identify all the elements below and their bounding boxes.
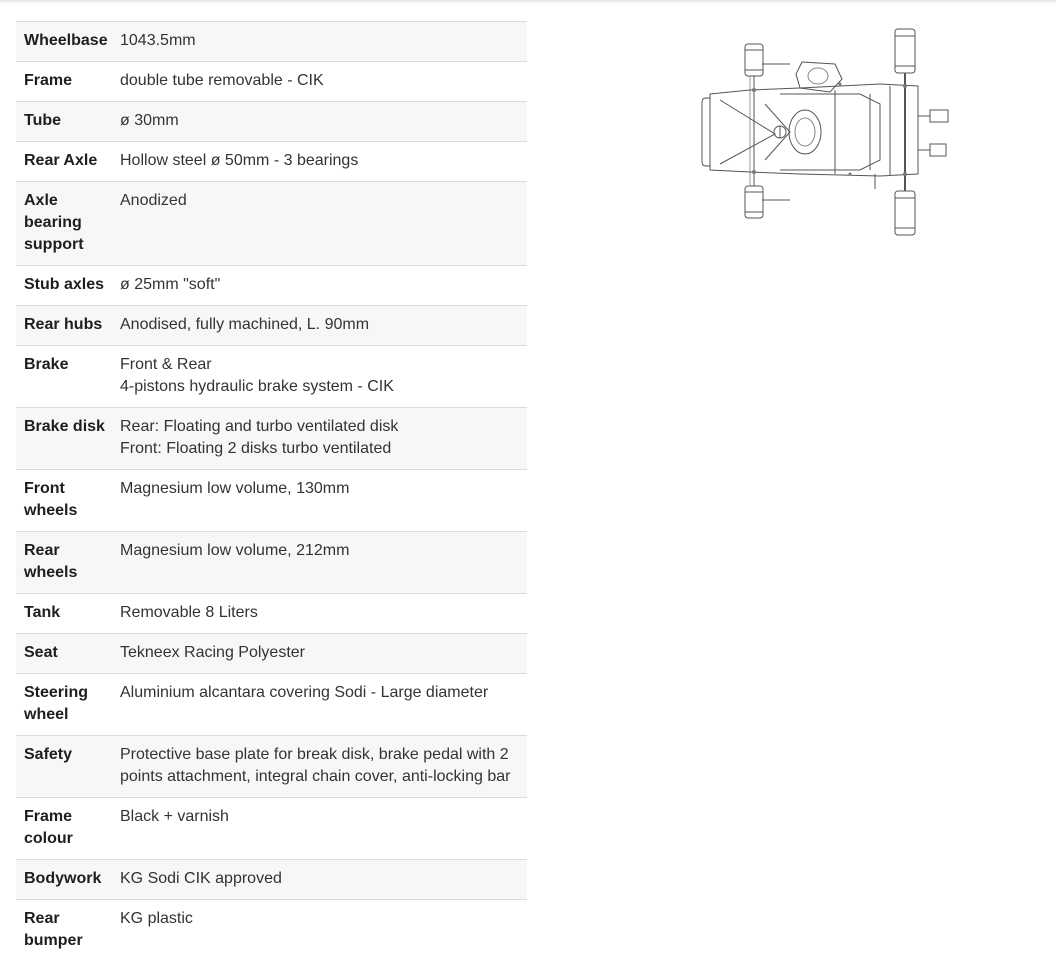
spec-label: Steering wheel bbox=[24, 684, 89, 723]
front-right-wheel bbox=[745, 186, 763, 218]
spec-row bbox=[16, 22, 527, 62]
spec-value bbox=[118, 860, 527, 900]
spec-value-line: Tekneex Racing Polyester bbox=[120, 644, 305, 661]
spec-value-line: Removable 8 Liters bbox=[120, 604, 258, 621]
spec-value-line: Magnesium low volume, 212mm bbox=[120, 542, 350, 559]
spec-value-line: Aluminium alcantara covering Sodi - Large diameter bbox=[120, 684, 489, 701]
spec-value-line: Black + varnish bbox=[120, 808, 229, 825]
front-left-wheel bbox=[745, 44, 763, 76]
spec-value bbox=[118, 306, 527, 346]
spec-value bbox=[118, 346, 527, 408]
spec-row bbox=[16, 594, 527, 634]
spec-value bbox=[118, 798, 527, 860]
spec-value bbox=[118, 182, 527, 266]
spec-label: Wheelbase bbox=[24, 32, 108, 49]
spec-value bbox=[118, 634, 527, 674]
spec-label: Seat bbox=[24, 644, 58, 661]
spec-value bbox=[118, 736, 527, 798]
spec-row bbox=[16, 634, 527, 674]
spec-value-line: Front: Floating 2 disks turbo ventilated bbox=[120, 440, 392, 457]
spec-row bbox=[16, 182, 527, 266]
spec-row bbox=[16, 346, 527, 408]
spec-label: Rear Axle bbox=[24, 152, 98, 169]
spec-table-body bbox=[16, 22, 527, 962]
spec-row bbox=[16, 266, 527, 306]
spec-label: Frame colour bbox=[24, 808, 73, 847]
spec-value bbox=[118, 142, 527, 182]
spec-row bbox=[16, 306, 527, 346]
spec-label: Safety bbox=[24, 746, 73, 763]
spec-row bbox=[16, 142, 527, 182]
spec-row bbox=[16, 860, 527, 900]
spec-row bbox=[16, 674, 527, 736]
spec-value-line: KG plastic bbox=[120, 910, 193, 927]
spec-value-line: ø 25mm "soft" bbox=[120, 276, 221, 293]
spec-value-line: Rear: Floating and turbo ventilated disk bbox=[120, 418, 399, 435]
spec-row bbox=[16, 532, 527, 594]
spec-value bbox=[118, 102, 527, 142]
spec-row bbox=[16, 900, 527, 962]
spec-label: Tank bbox=[24, 604, 61, 621]
spec-value bbox=[118, 594, 527, 634]
spec-value-line: Magnesium low volume, 130mm bbox=[120, 480, 350, 497]
spec-value bbox=[118, 470, 527, 532]
spec-label: Tube bbox=[24, 112, 62, 129]
spec-value-line: 4-pistons hydraulic brake system - CIK bbox=[120, 378, 394, 395]
spec-row bbox=[16, 798, 527, 860]
spec-label: Front wheels bbox=[24, 480, 78, 519]
spec-row bbox=[16, 470, 527, 532]
kart-chassis-diagram bbox=[690, 24, 952, 240]
spec-value-line: Anodized bbox=[120, 192, 187, 209]
spec-value bbox=[118, 22, 527, 62]
spec-label: Rear wheels bbox=[24, 542, 78, 581]
spec-value bbox=[118, 62, 527, 102]
spec-label: Axle bearing support bbox=[24, 192, 84, 253]
spec-value-line: double tube removable - CIK bbox=[120, 72, 324, 89]
spec-table bbox=[16, 21, 527, 961]
spec-label: Brake bbox=[24, 356, 69, 373]
spec-label: Stub axles bbox=[24, 276, 105, 293]
spec-value bbox=[118, 408, 527, 470]
spec-label: Frame bbox=[24, 72, 73, 89]
spec-row bbox=[16, 736, 527, 798]
spec-value-line: Protective base plate for break disk, brake pedal with 2 points attachment, integral chain cover, anti-locking bar bbox=[120, 746, 511, 785]
header-shadow bbox=[0, 0, 1056, 4]
spec-value-line: Hollow steel ø 50mm - 3 bearings bbox=[120, 152, 359, 169]
spec-value-line: Front & Rear bbox=[120, 356, 212, 373]
spec-value-line: ø 30mm bbox=[120, 112, 179, 129]
spec-label: Brake disk bbox=[24, 418, 105, 435]
spec-label: Rear hubs bbox=[24, 316, 103, 333]
spec-value bbox=[118, 900, 527, 962]
spec-value-line: Anodised, fully machined, L. 90mm bbox=[120, 316, 370, 333]
spec-value-line: 1043.5mm bbox=[120, 32, 196, 49]
spec-value bbox=[118, 674, 527, 736]
spec-label: Rear bumper bbox=[24, 910, 83, 949]
spec-value bbox=[118, 532, 527, 594]
spec-value bbox=[118, 266, 527, 306]
spec-label: Bodywork bbox=[24, 870, 102, 887]
spec-row bbox=[16, 102, 527, 142]
spec-value-line: KG Sodi CIK approved bbox=[120, 870, 282, 887]
spec-row bbox=[16, 62, 527, 102]
spec-row bbox=[16, 408, 527, 470]
